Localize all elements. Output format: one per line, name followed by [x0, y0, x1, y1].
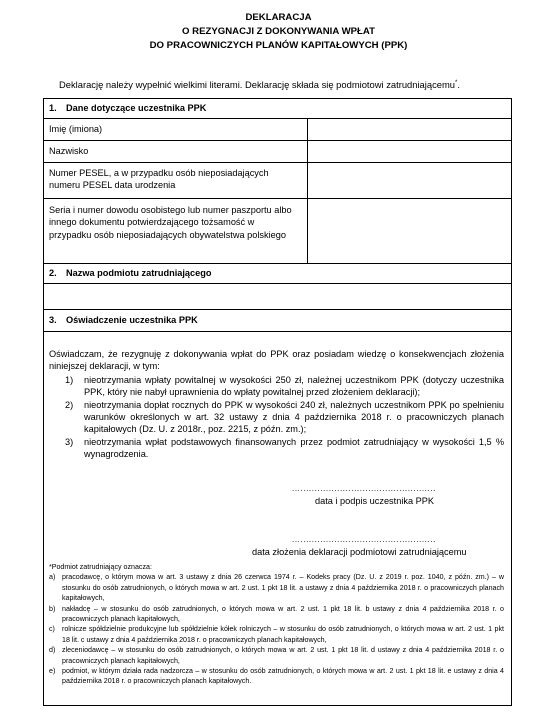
id-document-field[interactable] [308, 199, 511, 263]
item-text: nieotrzymania wpłaty powitalnej w wysokości 250 zł, należnej uczestnikom PPK (dotyczy uczestnika PPK, który nie nabył uprawnienia do wpłaty powitalnej przed złożeniem deklaracji); [84, 374, 504, 398]
footnote-item [49, 604, 504, 625]
last-name-label: Nazwisko [49, 146, 89, 156]
pesel-label: Numer PESEL, a w przypadku osób nieposiadających numeru PESEL data urodzenia [49, 168, 269, 191]
first-name-label: Imię (imiona) [49, 124, 103, 134]
section-2-header [44, 264, 511, 284]
statement-block [49, 348, 504, 461]
id-document-label: Seria i numer dowodu osobistego lub numer paszportu albo innego dokumentu potwierdzającego tożsamość w przypadku osób nieposiadających obywatelstwa polskiego [49, 205, 292, 240]
footnote-item-text: pracodawcę, o którym mowa w art. 3 ustawy z dnia 26 czerwca 1974 r. – Kodeks pracy (Dz. U. z 2019 r. poz. 1040, z późn. zm.) – w stosunku do osób zatrudnionych, o których mowa w art. 2 ust. 1 pkt 18 lit. a ustawy z dnia 4 października 2018 r. o pracowniczych planach kapitałowych, [62, 573, 504, 603]
consequence-item [49, 399, 504, 436]
footnote-item [49, 572, 504, 603]
title-line-2: O REZYGNACJI Z DOKONYWANIA WPŁAT [182, 26, 375, 37]
consequence-item [49, 374, 504, 399]
footnote-item-text: podmiot, w którym działa rada nadzorcza – w stosunku do osób zatrudnionych, o których mowa w art. 2 ust. 1 pkt 18 lit. e ustawy z dnia 4 października 2018 r. o pracowniczych planach kapitałowych. [62, 667, 504, 686]
section-2-number: 2. [49, 268, 57, 278]
pesel-field[interactable] [308, 163, 511, 198]
document-title [0, 11, 557, 53]
footnote-item [49, 645, 504, 666]
footnote-marker: * [455, 79, 458, 86]
signature-label: data i podpis uczestnika PPK [315, 496, 434, 506]
instructions-end: . [457, 79, 460, 90]
employer-name-field[interactable] [44, 284, 511, 310]
footnote-item-text: nakładcę – w stosunku do osób zatrudnionych, o których mowa w art. 2 ust. 1 pkt 18 lit. b ustawy z dnia 4 października 2018 r. o pracowniczych planach kapitałowych, [62, 604, 504, 624]
instructions-body: Deklarację należy wypełnić wielkimi literami. Deklarację składa się podmiotowi zatrudniającemu [59, 79, 455, 90]
title-line-1: DEKLARACJA [245, 12, 312, 23]
signature-line[interactable]: ................................................... [292, 484, 436, 493]
footnote-item [49, 624, 504, 645]
footnote-item-marker: d) [49, 646, 56, 655]
section-3-number: 3. [49, 315, 57, 325]
section-1-header [44, 99, 511, 119]
title-line-3: DO PRACOWNICZYCH PLANÓW KAPITAŁOWYCH (PPK) [149, 40, 408, 51]
last-name-field[interactable] [308, 141, 511, 162]
footnote-item [49, 666, 504, 687]
consequences-list [49, 374, 504, 461]
item-marker: 3) [65, 436, 74, 447]
item-text: nieotrzymania dopłat rocznych do PPK w wysokości 240 zł, należnych uczestnikom PPK po spełnieniu warunków określonych w art. 32 ustawy z dnia 4 października 2018 r. o pracowniczych planach kapitałowych (Dz. U. z 2018r., poz. 2215, z późn. zm.); [84, 399, 504, 435]
item-marker: 1) [65, 374, 74, 385]
footnote-item-marker: e) [49, 667, 56, 676]
item-marker: 2) [65, 399, 74, 410]
first-name-field[interactable] [308, 119, 511, 140]
footnote-item-text: rolnicze spółdzielnie produkcyjne lub spółdzielnie kółek rolniczych – w stosunku do osób zatrudnionych, o których mowa w art. 2 ust. 1 pkt 18 lit. c ustawy z dnia 4 października 2018 r. o pracowniczych planach kapitałowych, [62, 625, 504, 644]
footnote-item-text: zleceniodawcę – w stosunku do osób zatrudnionych, o których mowa w art. 2 ust. 1 pkt 18 lit. d ustawy z dnia 4 października 2018 r. o pracowniczych planach kapitałowych, [62, 646, 504, 665]
submission-date-label: data złożenia deklaracji podmiotowi zatrudniającemu [252, 547, 467, 557]
footnote-item-marker: b) [49, 604, 56, 613]
section-3-header [44, 310, 511, 332]
declaration-form [43, 98, 512, 706]
section-1-title: Dane dotyczące uczestnika PPK [66, 103, 207, 113]
statement-text: Oświadczam, że rezygnuję z dokonywania wpłat do PPK oraz posiadam wiedzę o konsekwencjach złożenia niniejszej deklaracji, w tym: [49, 349, 504, 372]
section-1-number: 1. [49, 103, 57, 113]
footnote-item-marker: c) [49, 625, 55, 634]
submission-date-line[interactable]: ................................................... [292, 535, 436, 544]
footnote [49, 562, 504, 687]
instructions-text [59, 79, 460, 90]
section-2-title: Nazwa podmiotu zatrudniającego [66, 268, 212, 278]
consequence-item [49, 436, 504, 461]
footnote-intro: *Podmiot zatrudniający oznacza: [49, 563, 152, 571]
footnote-item-marker: a) [49, 573, 56, 582]
item-text: nieotrzymania wpłat podstawowych finansowanych przez podmiot zatrudniający w wysokości 1,5 % wynagrodzenia. [84, 436, 504, 460]
section-3-title: Oświadczenie uczestnika PPK [66, 315, 198, 325]
